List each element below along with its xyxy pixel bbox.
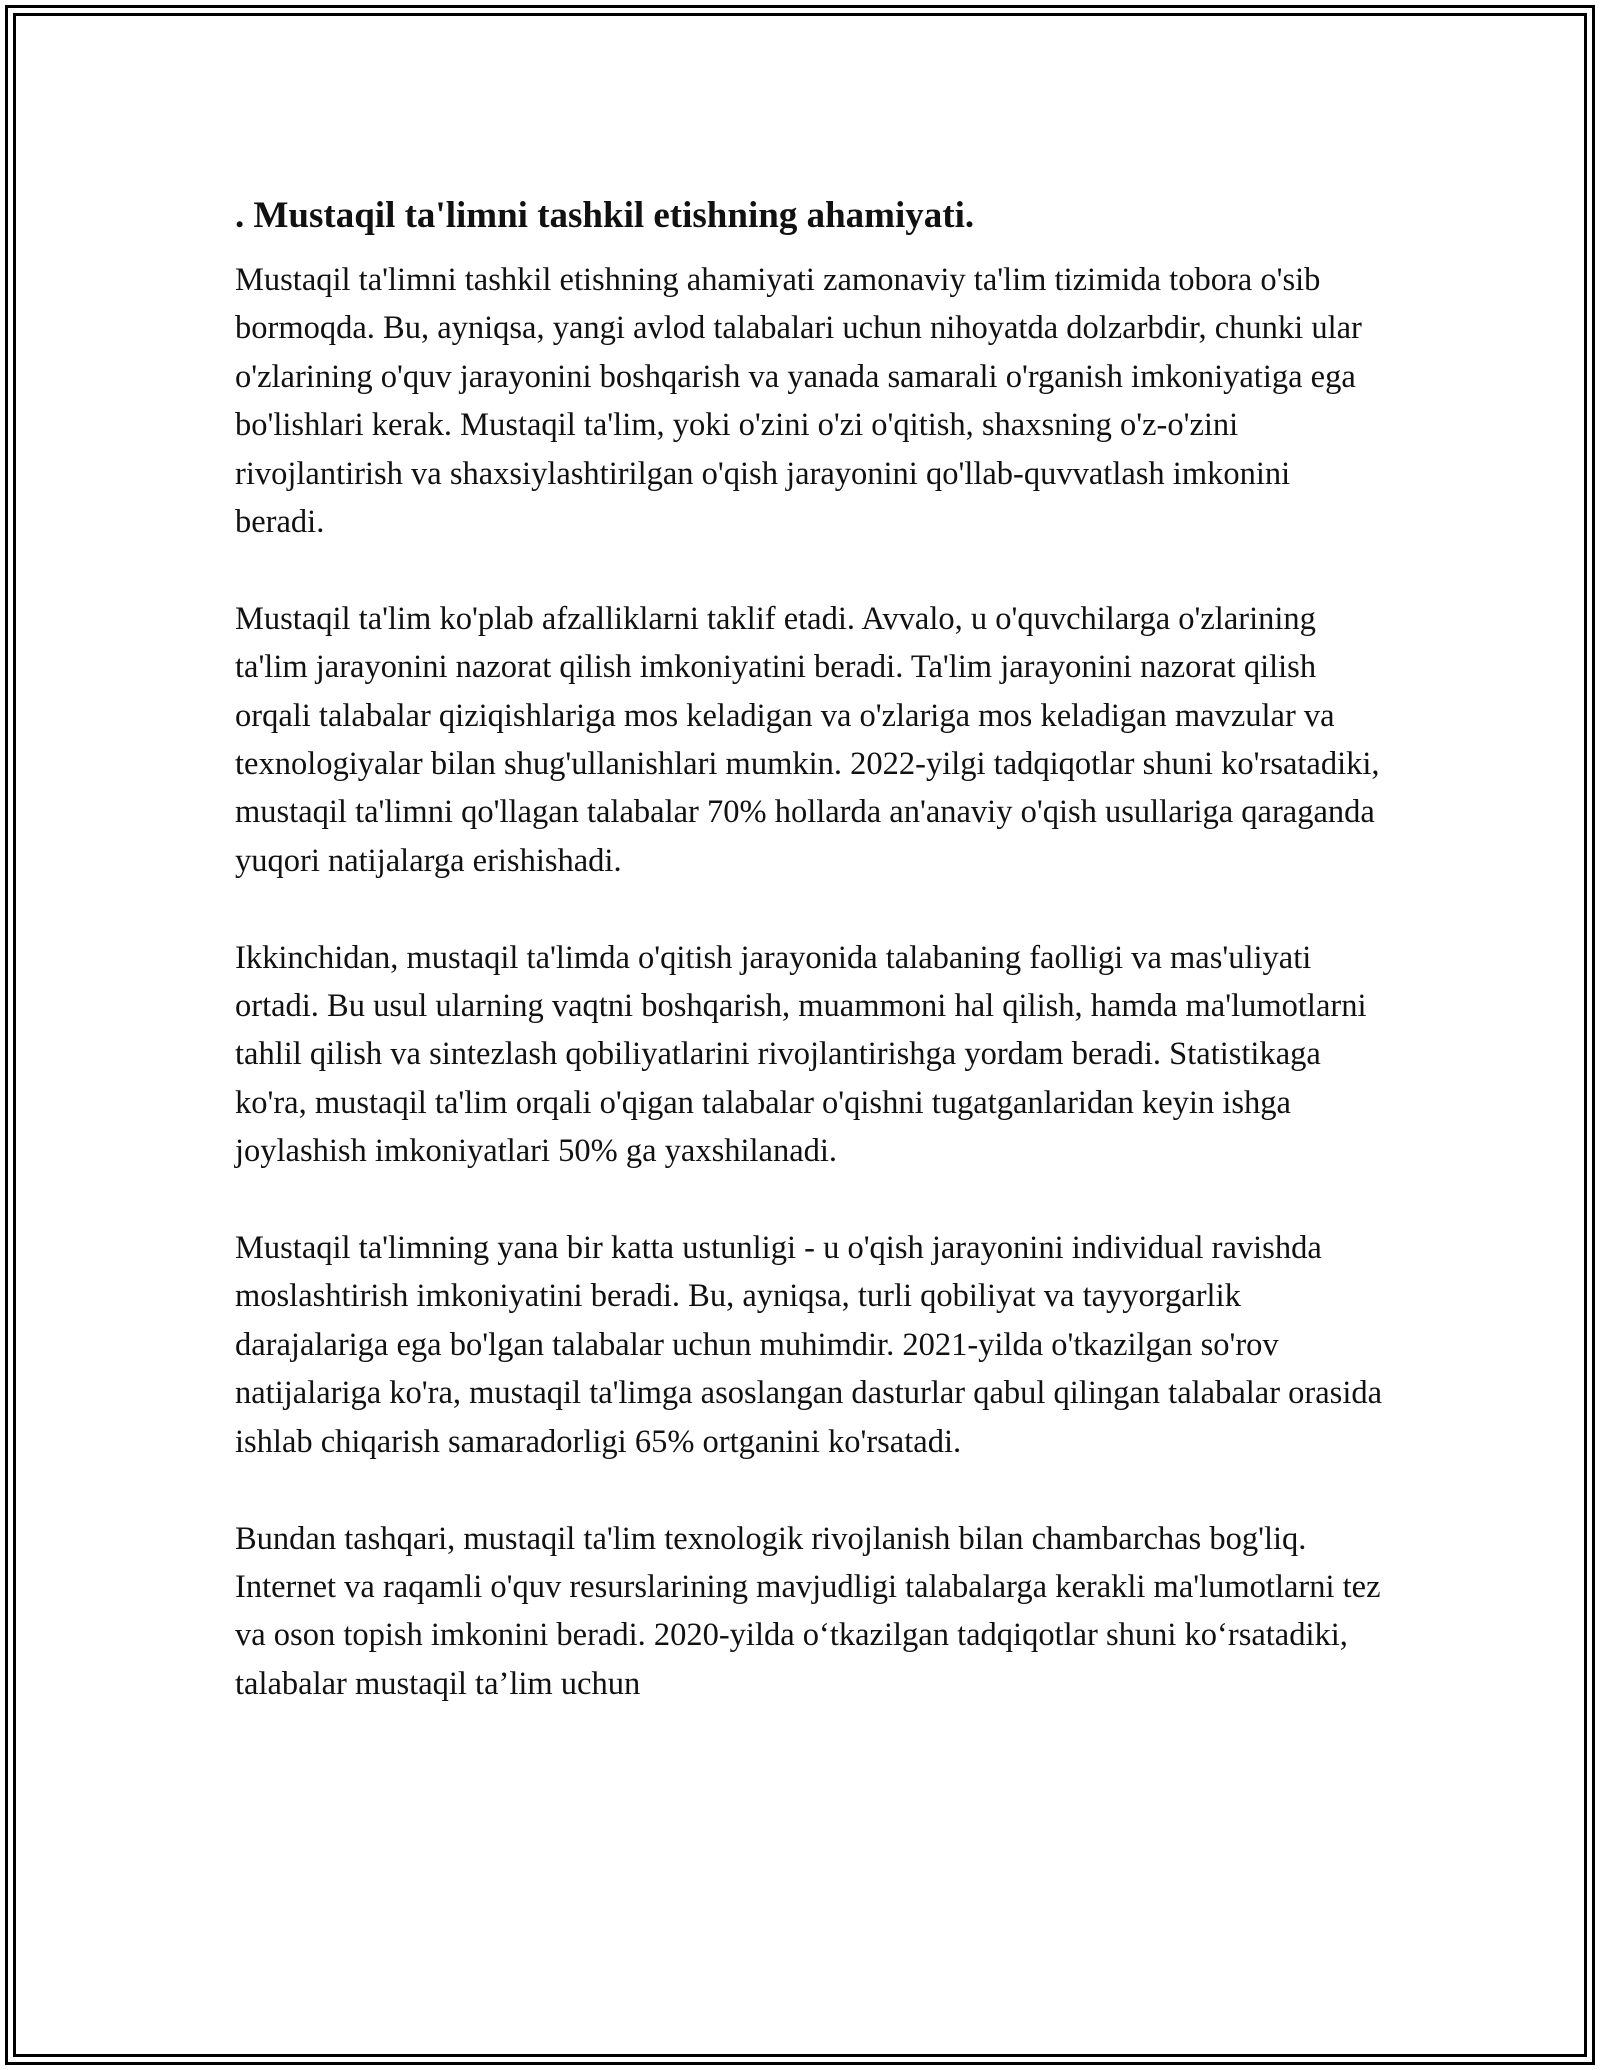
paragraph-4: Mustaqil ta'limning yana bir katta ustunligi - u o'qish jarayonini individual ravishda moslashtirish imkoniyatini beradi. Bu, ayniqsa, turli qobiliyat va tayyorgarlik darajalariga ega bo'lgan talabalar uchun muhimdir. 2021-yilda o'tkazilgan so'rov natijalariga ko'ra, mustaqil ta'limga asoslangan dasturlar qabul qilingan talabalar orasida ishlab chiqarish samaradorligi 65% ortganini ko'rsatadi. (235, 1230, 1383, 1460)
paragraph-1: Mustaqil ta'limni tashkil etishning ahamiyati zamonaviy ta'lim tizimida tobora o'sib bormoqda. Bu, ayniqsa, yangi avlod talabalari uchun nihoyatda dolzarbdir, chunki ular o'zlarining o'quv jarayonini boshqarish va yanada samarali o'rganish imkoniyatiga ega bo'lishlari kerak. Mustaqil ta'lim, yoki o'zini o'zi o'qitish, shaxsning o'z-o'zini rivojlantirish va shaxsiylashtirilgan o'qish jarayonini qo'llab-quvvatlash imkonini beradi. (235, 262, 1362, 541)
document-title: . Mustaqil ta'limni tashkil etishning ahamiyati. (235, 195, 975, 236)
paragraph-3: Ikkinchidan, mustaqil ta'limda o'qitish jarayonida talabaning faolligi va mas'uliyati ortadi. Bu usul ularning vaqtni boshqarish, muammoni hal qilish, hamda ma'lumotlarni tahlil qilish va sintezlash qobiliyatlarini rivojlantirishga yordam beradi. Statistikaga ko'ra, mustaqil ta'lim orqali o'qigan talabalar o'qishni tugatganlaridan keyin ishga joylashish imkoniyatlari 50% ga yaxshilanadi. (235, 939, 1367, 1170)
paragraph-2: Mustaqil ta'lim ko'plab afzalliklarni taklif etadi. Avvalo, u o'quvchilarga o'zlarining ta'lim jarayonini nazorat qilish imkoniyatini beradi. Ta'lim jarayonini nazorat qilish orqali talabalar qiziqishlariga mos keladigan va o'zlariga mos keladigan mavzular va texnologiyalar bilan shug'ullanishlari mumkin. 2022-yilgi tadqiqotlar shuni ko'rsatadiki, mustaqil ta'limni qo'llagan talabalar 70% hollarda an'anaviy o'qish usullariga qaraganda yuqori natijalarga erishishadi. (235, 600, 1380, 879)
document-body (235, 188, 1385, 1708)
paragraph-5: Bundan tashqari, mustaqil ta'lim texnologik rivojlanish bilan chambarchas bog'liq. Internet va raqamli o'quv resurslarining mavjudligi talabalarga kerakli ma'lumotlarni tez va oson topish imkonini beradi. 2020-yilda o‘tkazilgan tadqiqotlar shuni ko‘rsatadiki, talabalar mustaqil ta’lim uchun (235, 1520, 1381, 1702)
